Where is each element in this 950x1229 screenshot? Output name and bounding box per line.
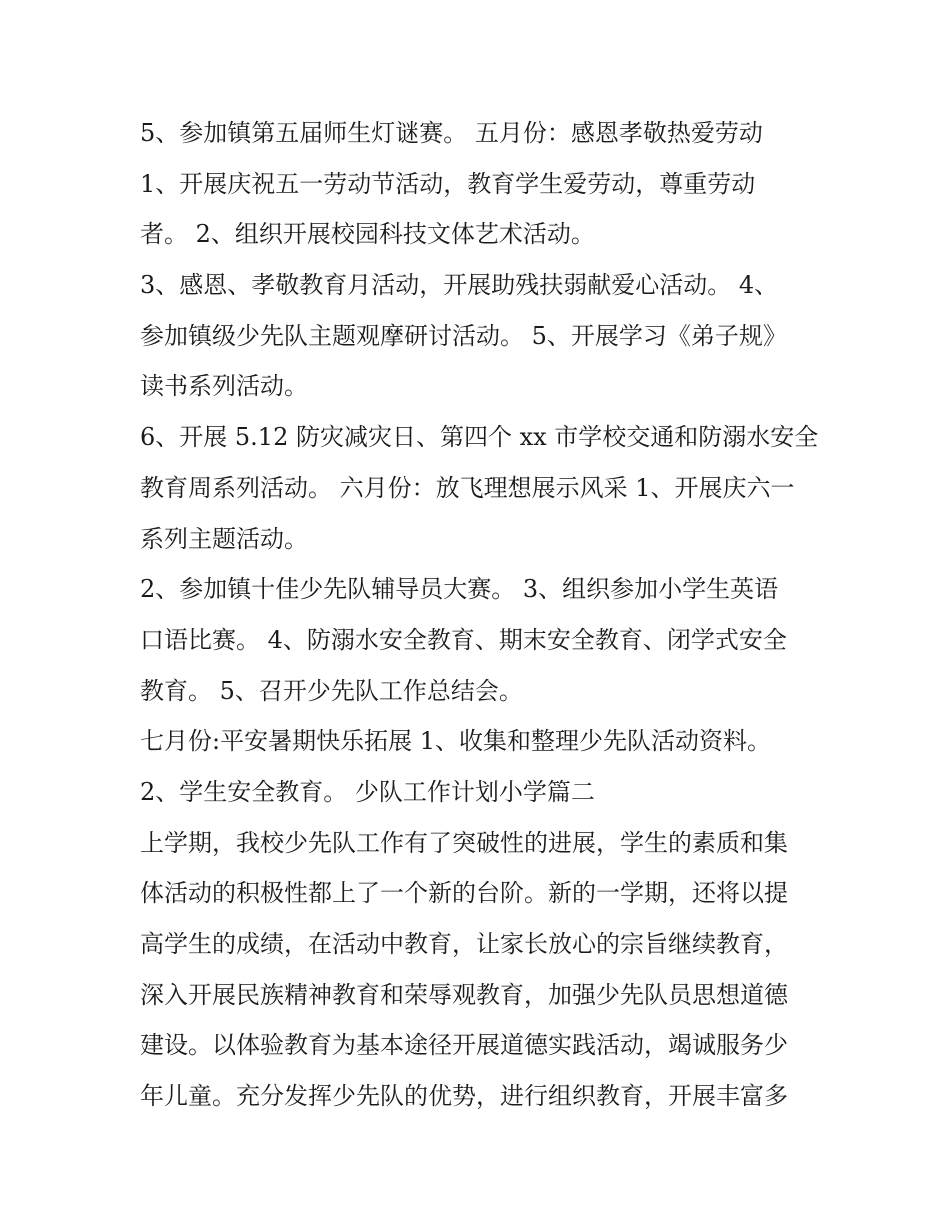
text-line-10: 2、参加镇十佳少先队辅导员大赛。 3、组织参加小学生英语 [140, 575, 779, 604]
text-line-18: 深入开展民族精神教育和荣辱观教育，加强少先队员思想道德 [140, 980, 788, 1009]
text-line-16: 体活动的积极性都上了一个新的台阶。新的一学期，还将以提 [140, 879, 788, 908]
text-line-11: 口语比赛。 4、防溺水安全教育、期末安全教育、闭学式安全 [140, 625, 787, 654]
text-line-8: 教育周系列活动。 六月份：放飞理想展示风采 1、开展庆六一 [140, 473, 795, 502]
text-line-2: 1、开展庆祝五一劳动节活动，教育学生爱劳动，尊重劳动 [140, 169, 756, 198]
text-line-20: 年儿童。充分发挥少先队的优势，进行组织教育，开展丰富多 [140, 1082, 788, 1111]
text-line-6: 读书系列活动。 [140, 372, 308, 401]
text-line-13: 七月份:平安暑期快乐拓展 1、收集和整理少先队活动资料。 [140, 727, 771, 756]
text-line-12: 教育。 5、召开少先队工作总结会。 [140, 676, 523, 705]
text-line-17: 高学生的成绩，在活动中教育，让家长放心的宗旨继续教育， [140, 930, 788, 958]
text-line-9: 系列主题活动。 [140, 524, 308, 553]
text-line-15: 上学期，我校少先队工作有了突破性的进展，学生的素质和集 [140, 828, 788, 857]
text-line-14: 2、学生安全教育。 少队工作计划小学篇二 [140, 777, 595, 806]
text-line-1: 5、参加镇第五届师生灯谜赛。 五月份：感恩孝敬热爱劳动 [140, 119, 763, 147]
text-line-19: 建设。以体验教育为基本途径开展道德实践活动，竭诚服务少 [140, 1031, 788, 1060]
text-line-7: 6、开展 5.12 防灾减灾日、第四个 xx 市学校交通和防溺水安全 [140, 423, 819, 452]
document-body [140, 108, 820, 1122]
text-line-4: 3、感恩、孝敬教育月活动，开展助残扶弱献爱心活动。 4、 [140, 271, 779, 300]
text-line-3: 者。 2、组织开展校园科技文体艺术活动。 [140, 220, 595, 249]
text-line-5: 参加镇级少先队主题观摩研讨活动。 5、开展学习《弟子规》 [140, 321, 787, 350]
